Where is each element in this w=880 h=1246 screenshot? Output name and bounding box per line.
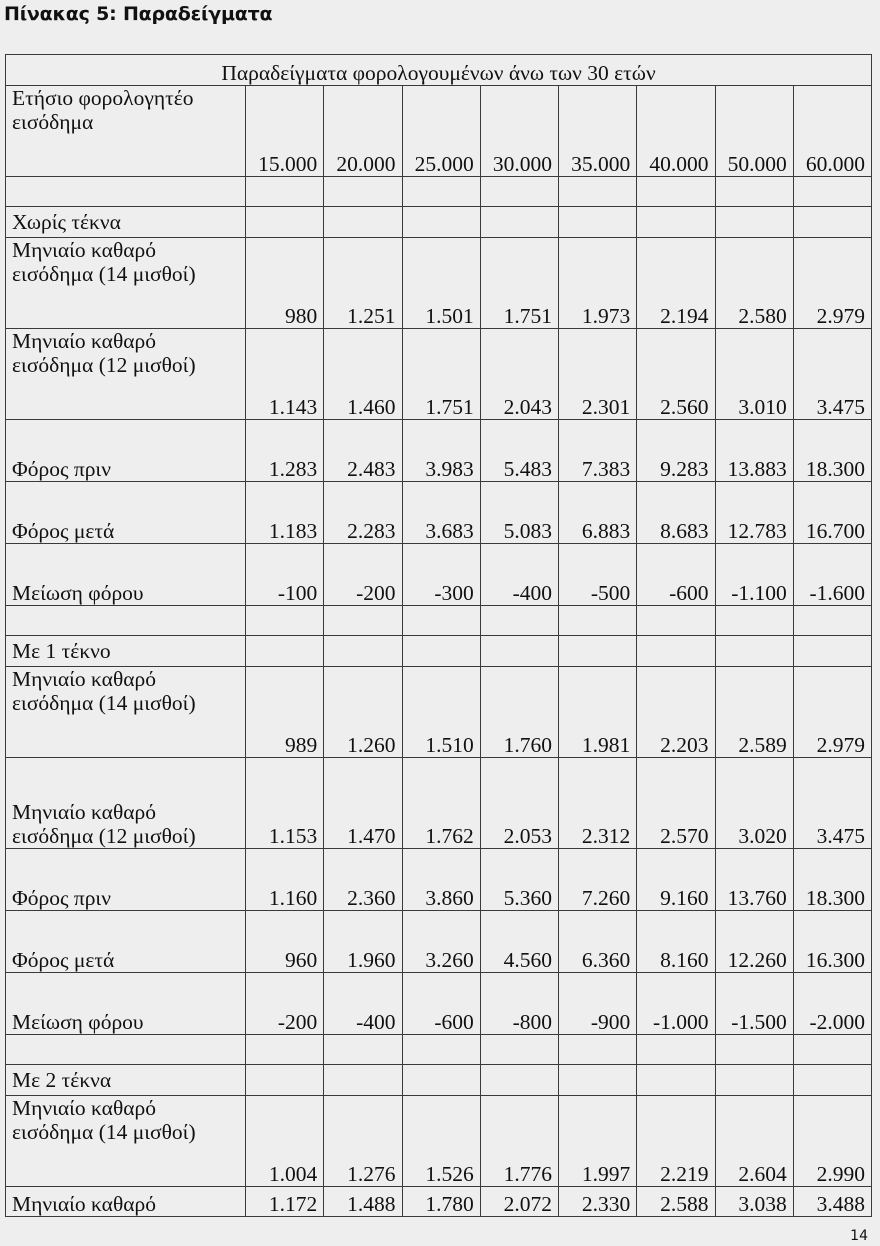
value-cell: 3.010 — [715, 329, 793, 420]
empty-cell — [637, 606, 715, 636]
empty-cell — [246, 636, 324, 667]
value-cell: 6.360 — [559, 911, 637, 973]
empty-cell — [480, 177, 558, 207]
value-cell: 16.300 — [793, 911, 871, 973]
empty-cell — [637, 207, 715, 238]
value-cell: -200 — [324, 544, 402, 606]
header-label: Ετήσιο φορολογητέο εισόδημα — [6, 86, 246, 177]
empty-cell — [637, 1065, 715, 1096]
value-cell: -1.600 — [793, 544, 871, 606]
value-cell: 18.300 — [793, 420, 871, 482]
value-cell: 3.488 — [793, 1187, 871, 1217]
header-value: 25.000 — [402, 86, 480, 177]
value-cell: 2.194 — [637, 238, 715, 329]
header-value: 20.000 — [324, 86, 402, 177]
section-title: Με 1 τέκνο — [6, 636, 246, 667]
empty-cell — [324, 207, 402, 238]
value-cell: 1.997 — [559, 1096, 637, 1187]
value-cell: -1.000 — [637, 973, 715, 1035]
empty-cell — [402, 177, 480, 207]
empty-cell — [715, 207, 793, 238]
table-row — [6, 1096, 872, 1187]
empty-cell — [246, 207, 324, 238]
value-cell: 1.510 — [402, 667, 480, 758]
empty-cell — [715, 1065, 793, 1096]
value-cell: 12.783 — [715, 482, 793, 544]
empty-cell — [402, 207, 480, 238]
row-label: Φόρος πριν — [6, 420, 246, 482]
value-cell: 7.260 — [559, 849, 637, 911]
section-row — [6, 636, 872, 667]
value-cell: 1.276 — [324, 1096, 402, 1187]
value-cell: 3.983 — [402, 420, 480, 482]
table-row — [6, 238, 872, 329]
empty-cell — [793, 207, 871, 238]
value-cell: 1.251 — [324, 238, 402, 329]
row-label: Μηνιαίο καθαρό εισόδημα (12 μισθοί) — [6, 329, 246, 420]
value-cell: 2.560 — [637, 329, 715, 420]
value-cell: 960 — [246, 911, 324, 973]
value-cell: 1.004 — [246, 1096, 324, 1187]
empty-cell — [480, 636, 558, 667]
value-cell: 12.260 — [715, 911, 793, 973]
empty-cell — [6, 1035, 246, 1065]
value-cell: 2.570 — [637, 758, 715, 849]
value-cell: 1.153 — [246, 758, 324, 849]
value-cell: 989 — [246, 667, 324, 758]
row-label: Φόρος μετά — [6, 482, 246, 544]
table-row — [6, 1187, 872, 1217]
empty-cell — [559, 1035, 637, 1065]
value-cell: 1.470 — [324, 758, 402, 849]
value-cell: 3.475 — [793, 758, 871, 849]
row-label: Φόρος μετά — [6, 911, 246, 973]
empty-cell — [637, 177, 715, 207]
empty-cell — [559, 177, 637, 207]
value-cell: 8.683 — [637, 482, 715, 544]
empty-cell — [324, 636, 402, 667]
header-row — [6, 86, 872, 177]
empty-cell — [559, 606, 637, 636]
value-cell: 1.751 — [402, 329, 480, 420]
section-row — [6, 207, 872, 238]
value-cell: -600 — [637, 544, 715, 606]
table-row — [6, 482, 872, 544]
header-value: 30.000 — [480, 86, 558, 177]
empty-cell — [402, 1065, 480, 1096]
value-cell: 4.560 — [480, 911, 558, 973]
document-title: Πίνακας 5: Παραδείγματα — [4, 3, 273, 25]
empty-cell — [246, 606, 324, 636]
value-cell: -2.000 — [793, 973, 871, 1035]
value-cell: 1.981 — [559, 667, 637, 758]
empty-cell — [715, 636, 793, 667]
row-label: Μείωση φόρου — [6, 544, 246, 606]
value-cell: 2.072 — [480, 1187, 558, 1217]
section-row — [6, 1065, 872, 1096]
value-cell: 7.383 — [559, 420, 637, 482]
value-cell: 9.283 — [637, 420, 715, 482]
empty-cell — [793, 177, 871, 207]
value-cell: 6.883 — [559, 482, 637, 544]
header-value: 50.000 — [715, 86, 793, 177]
value-cell: 2.990 — [793, 1096, 871, 1187]
header-value: 60.000 — [793, 86, 871, 177]
empty-cell — [6, 177, 246, 207]
table-row — [6, 544, 872, 606]
empty-cell — [246, 1065, 324, 1096]
value-cell: 980 — [246, 238, 324, 329]
empty-cell — [246, 177, 324, 207]
value-cell: 5.483 — [480, 420, 558, 482]
empty-cell — [715, 606, 793, 636]
value-cell: 1.973 — [559, 238, 637, 329]
value-cell: 1.751 — [480, 238, 558, 329]
value-cell: 2.588 — [637, 1187, 715, 1217]
value-cell: -1.500 — [715, 973, 793, 1035]
empty-cell — [6, 606, 246, 636]
table-row — [6, 420, 872, 482]
value-cell: -300 — [402, 544, 480, 606]
section-title: Με 2 τέκνα — [6, 1065, 246, 1096]
value-cell: 1.501 — [402, 238, 480, 329]
value-cell: 1.183 — [246, 482, 324, 544]
empty-cell — [559, 1065, 637, 1096]
value-cell: 1.143 — [246, 329, 324, 420]
row-label: Μηνιαίο καθαρό — [6, 1187, 246, 1217]
empty-cell — [715, 1035, 793, 1065]
table-row — [6, 911, 872, 973]
row-label: Μηνιαίο καθαρό εισόδημα (14 μισθοί) — [6, 1096, 246, 1187]
row-label: Μηνιαίο καθαρό εισόδημα (14 μισθοί) — [6, 238, 246, 329]
value-cell: -200 — [246, 973, 324, 1035]
value-cell: -900 — [559, 973, 637, 1035]
value-cell: 2.283 — [324, 482, 402, 544]
empty-cell — [480, 1065, 558, 1096]
value-cell: -1.100 — [715, 544, 793, 606]
empty-cell — [480, 207, 558, 238]
value-cell: 2.053 — [480, 758, 558, 849]
spacer-row — [6, 1035, 872, 1065]
value-cell: 5.083 — [480, 482, 558, 544]
value-cell: 2.979 — [793, 238, 871, 329]
value-cell: 13.883 — [715, 420, 793, 482]
table-caption: Παραδείγματα φορολογουμένων άνω των 30 ετών — [6, 55, 872, 86]
empty-cell — [402, 606, 480, 636]
value-cell: 3.860 — [402, 849, 480, 911]
value-cell: 2.219 — [637, 1096, 715, 1187]
header-value: 35.000 — [559, 86, 637, 177]
value-cell: 1.780 — [402, 1187, 480, 1217]
value-cell: 2.360 — [324, 849, 402, 911]
value-cell: 18.300 — [793, 849, 871, 911]
empty-cell — [793, 1035, 871, 1065]
value-cell: -400 — [480, 544, 558, 606]
value-cell: 2.589 — [715, 667, 793, 758]
empty-cell — [637, 1035, 715, 1065]
value-cell: 5.360 — [480, 849, 558, 911]
value-cell: 1.260 — [324, 667, 402, 758]
value-cell: 13.760 — [715, 849, 793, 911]
row-label: Μηνιαίο καθαρό εισόδημα (14 μισθοί) — [6, 667, 246, 758]
value-cell: 2.203 — [637, 667, 715, 758]
empty-cell — [324, 1035, 402, 1065]
caption-row — [6, 55, 872, 86]
spacer-row — [6, 177, 872, 207]
value-cell: 2.301 — [559, 329, 637, 420]
value-cell: 1.172 — [246, 1187, 324, 1217]
empty-cell — [324, 606, 402, 636]
spacer-row — [6, 606, 872, 636]
value-cell: -100 — [246, 544, 324, 606]
value-cell: 16.700 — [793, 482, 871, 544]
value-cell: 1.160 — [246, 849, 324, 911]
value-cell: 1.460 — [324, 329, 402, 420]
value-cell: 1.488 — [324, 1187, 402, 1217]
value-cell: 2.604 — [715, 1096, 793, 1187]
value-cell: 1.760 — [480, 667, 558, 758]
empty-cell — [559, 636, 637, 667]
value-cell: 2.312 — [559, 758, 637, 849]
empty-cell — [324, 177, 402, 207]
empty-cell — [715, 177, 793, 207]
value-cell: 1.776 — [480, 1096, 558, 1187]
section-title: Χωρίς τέκνα — [6, 207, 246, 238]
header-value: 40.000 — [637, 86, 715, 177]
table-row — [6, 329, 872, 420]
value-cell: 2.580 — [715, 238, 793, 329]
empty-cell — [480, 606, 558, 636]
table-row — [6, 849, 872, 911]
value-cell: 3.475 — [793, 329, 871, 420]
value-cell: 8.160 — [637, 911, 715, 973]
table-row — [6, 973, 872, 1035]
value-cell: 2.043 — [480, 329, 558, 420]
value-cell: 2.979 — [793, 667, 871, 758]
header-value: 15.000 — [246, 86, 324, 177]
value-cell: 9.160 — [637, 849, 715, 911]
empty-cell — [402, 1035, 480, 1065]
row-label: Μηνιαίο καθαρό εισόδημα (12 μισθοί) — [6, 758, 246, 849]
value-cell: 1.960 — [324, 911, 402, 973]
empty-cell — [637, 636, 715, 667]
tax-examples-table — [5, 54, 872, 1217]
empty-cell — [793, 606, 871, 636]
empty-cell — [246, 1035, 324, 1065]
row-label: Μείωση φόρου — [6, 973, 246, 1035]
value-cell: 1.283 — [246, 420, 324, 482]
table-row — [6, 667, 872, 758]
table-row — [6, 758, 872, 849]
value-cell: 1.762 — [402, 758, 480, 849]
empty-cell — [324, 1065, 402, 1096]
value-cell: 3.020 — [715, 758, 793, 849]
value-cell: 3.683 — [402, 482, 480, 544]
empty-cell — [402, 636, 480, 667]
page-number: 14 — [850, 1228, 868, 1244]
value-cell: -800 — [480, 973, 558, 1035]
empty-cell — [480, 1035, 558, 1065]
value-cell: 2.330 — [559, 1187, 637, 1217]
value-cell: 1.526 — [402, 1096, 480, 1187]
value-cell: 3.038 — [715, 1187, 793, 1217]
value-cell: 3.260 — [402, 911, 480, 973]
row-label: Φόρος πριν — [6, 849, 246, 911]
value-cell: -600 — [402, 973, 480, 1035]
value-cell: -500 — [559, 544, 637, 606]
value-cell: -400 — [324, 973, 402, 1035]
value-cell: 2.483 — [324, 420, 402, 482]
empty-cell — [793, 636, 871, 667]
empty-cell — [559, 207, 637, 238]
empty-cell — [793, 1065, 871, 1096]
